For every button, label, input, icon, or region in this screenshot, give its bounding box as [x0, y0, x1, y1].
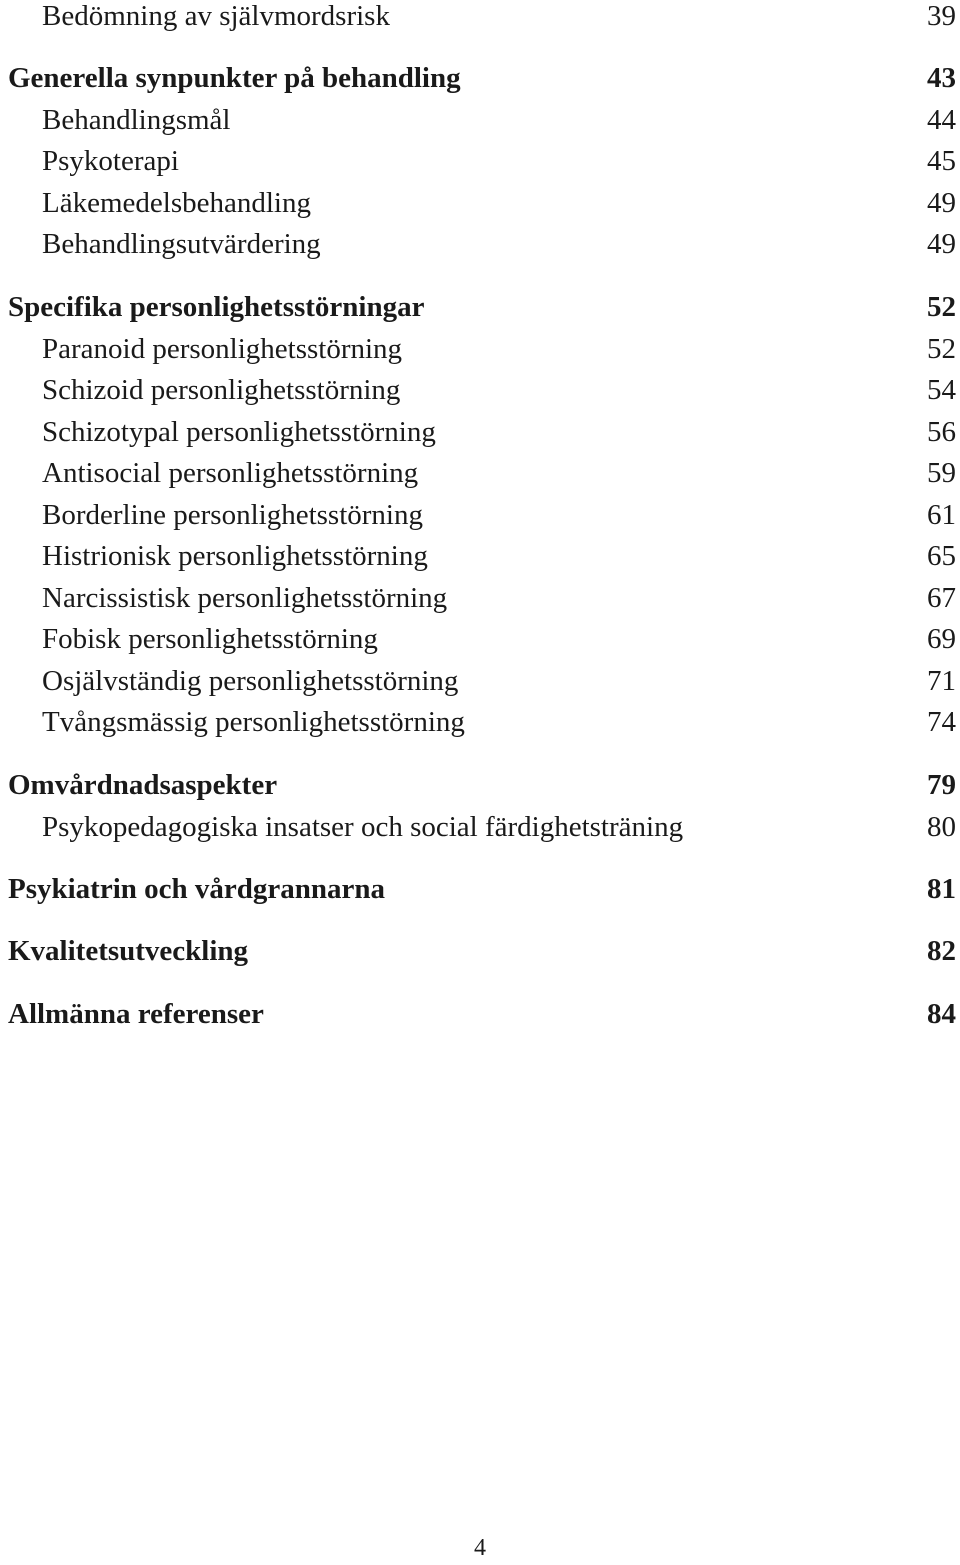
- toc-entry: [0, 183, 960, 223]
- toc-entry: [0, 807, 960, 847]
- toc-entry: [0, 141, 960, 181]
- toc-heading-page: 79: [927, 769, 956, 801]
- toc-section-heading: [0, 58, 960, 98]
- toc-entry-page: 67: [927, 582, 956, 614]
- toc-entry-title: Tvångsmässig personlighetsstörning: [42, 706, 465, 738]
- toc-entry-page: 80: [927, 811, 956, 843]
- toc-entry-title: Paranoid personlighetsstörning: [42, 333, 403, 365]
- toc-heading-page: 52: [927, 291, 956, 323]
- page-number: 4: [474, 1535, 486, 1561]
- toc-entry: [0, 329, 960, 369]
- toc-entry-page: 74: [927, 706, 956, 738]
- toc-entry-page: 45: [927, 145, 956, 177]
- toc-entry-title: Fobisk personlighetsstörning: [42, 623, 378, 655]
- toc-entry: [0, 619, 960, 659]
- toc-heading-page: 82: [927, 935, 956, 967]
- toc-entry-title: Osjälvständig personlighetsstörning: [42, 665, 459, 697]
- toc-entry-title: Schizotypal personlighetsstörning: [42, 416, 436, 448]
- toc-entry: [0, 578, 960, 618]
- toc-section-heading: [0, 287, 960, 327]
- toc-entry-title: Psykoterapi: [42, 145, 179, 177]
- toc-entry-page: 61: [927, 499, 956, 531]
- toc-entry: [0, 702, 960, 742]
- toc-heading-title: Psykiatrin och vårdgrannarna: [8, 873, 386, 905]
- toc-entry-title: Schizoid personlighetsstörning: [42, 374, 401, 406]
- toc-entry-title: Läkemedelsbehandling: [42, 187, 311, 219]
- toc-entry-title: Narcissistisk personlighetsstörning: [42, 582, 448, 614]
- toc-entry-title: Behandlingsmål: [42, 104, 231, 136]
- toc-entry-title: Histrionisk personlighetsstörning: [42, 540, 428, 572]
- toc-heading-title: Kvalitetsutveckling: [8, 935, 249, 967]
- toc-heading-page: 84: [927, 998, 956, 1030]
- toc-entry: [0, 536, 960, 576]
- toc-entry: [0, 495, 960, 535]
- toc-heading-title: Generella synpunkter på behandling: [8, 62, 461, 94]
- toc-entry: [0, 453, 960, 493]
- toc-entry: [0, 0, 960, 36]
- toc-entry-page: 56: [927, 416, 956, 448]
- toc-entry-page: 71: [927, 665, 956, 697]
- toc-entry-page: 49: [927, 187, 956, 219]
- toc-heading-title: Allmänna referenser: [8, 998, 264, 1030]
- toc-entry-page: 39: [927, 0, 956, 32]
- toc-entry-title: Psykopedagogiska insatser och social färdighetsträning: [42, 811, 684, 843]
- toc-entry-title: Bedömning av självmordsrisk: [42, 0, 390, 32]
- toc-entry: [0, 370, 960, 410]
- toc-entry-page: 44: [927, 104, 956, 136]
- toc-entry-title: Borderline personlighetsstörning: [42, 499, 423, 531]
- toc-section-heading: [0, 765, 960, 805]
- toc-entry-page: 52: [927, 333, 956, 365]
- toc-heading-title: Specifika personlighetsstörningar: [8, 291, 425, 323]
- toc-section-heading: [0, 869, 960, 909]
- toc-entry: [0, 412, 960, 452]
- toc-entry-title: Antisocial personlighetsstörning: [42, 457, 419, 489]
- toc-heading-page: 81: [927, 873, 956, 905]
- toc-entry-page: 65: [927, 540, 956, 572]
- toc-entry: [0, 224, 960, 264]
- toc-section-heading: [0, 931, 960, 971]
- toc-entry: [0, 661, 960, 701]
- toc-entry: [0, 100, 960, 140]
- toc-section-heading: [0, 994, 960, 1034]
- toc-entry-title: Behandlingsutvärdering: [42, 228, 321, 260]
- toc-entry-page: 54: [927, 374, 956, 406]
- toc-entry-page: 69: [927, 623, 956, 655]
- toc-entry-page: 49: [927, 228, 956, 260]
- toc-entry-page: 59: [927, 457, 956, 489]
- toc-heading-title: Omvårdnadsaspekter: [8, 769, 278, 801]
- toc-heading-page: 43: [927, 62, 956, 94]
